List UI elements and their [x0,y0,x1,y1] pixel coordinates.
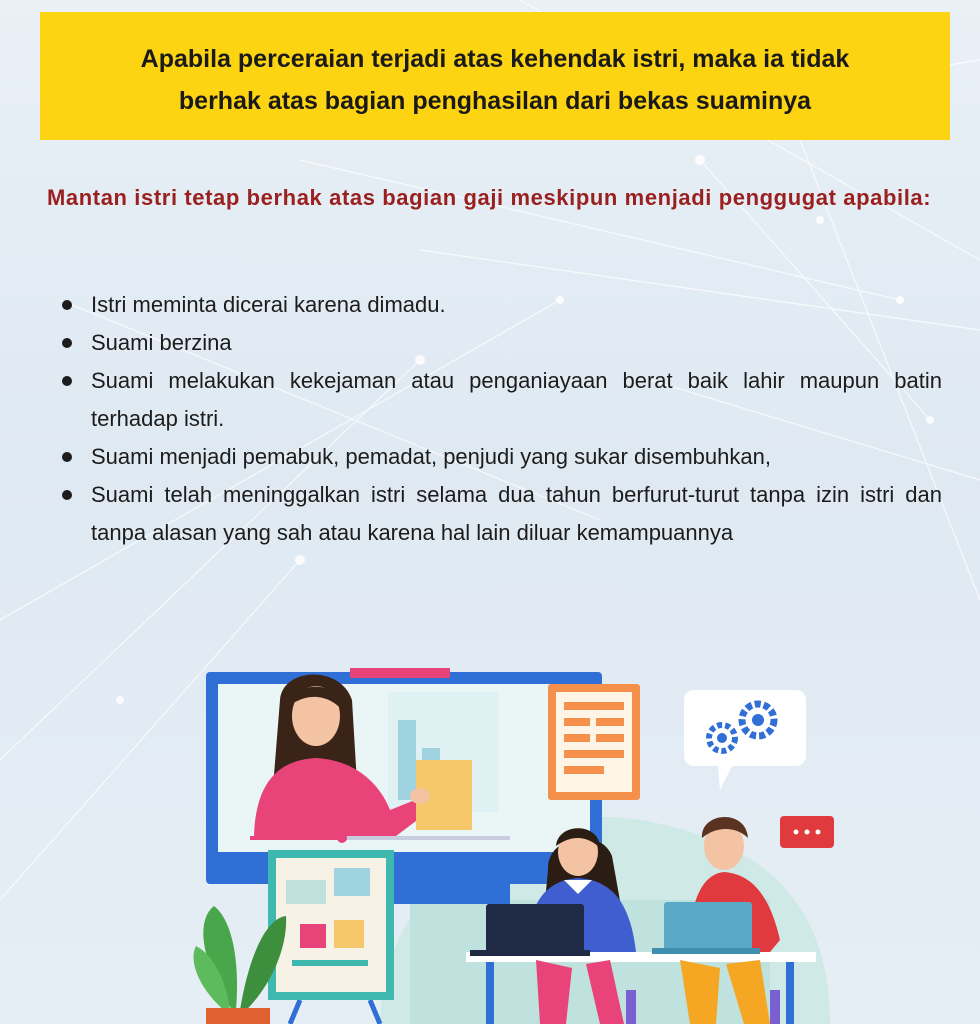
list-item: Suami telah meninggalkan istri selama dua tahun berfurut-turut tanpa izin istri dan tanpa alasan yang sah atau karena hal lain diluar kemampuannya [60,476,942,552]
list-item: Suami melakukan kekejaman atau penganiayaan berat baik lahir maupun batin terhadap istri. [60,362,942,438]
easel-board [268,850,394,1024]
condition-list [60,286,942,552]
document-icon [548,684,640,800]
plant-icon [194,906,287,1024]
laptop-icon [652,902,760,954]
bullet-icon [62,376,72,386]
title-banner [40,12,950,140]
list-item: Istri meminta dicerai karena dimadu. [60,286,942,324]
bullet-icon [62,338,72,348]
laptop-icon [470,904,590,956]
banner-line-1: Apabila perceraian terjadi atas kehendak istri, maka ia tidak [140,45,850,73]
speech-bubble-icon [684,690,806,790]
list-item: Suami berzina [60,324,942,362]
section-subtitle: Mantan istri tetap berhak atas bagian gaji meskipun menjadi penggugat apabila: [47,185,932,210]
bullet-icon [62,452,72,462]
online-meeting-illustration [0,660,980,1024]
chat-bubble-icon [780,816,834,848]
bullet-icon [62,490,72,500]
banner-line-2: berhak atas bagian penghasilan dari bekas suaminya [178,87,812,115]
bullet-icon [62,300,72,310]
list-item: Suami menjadi pemabuk, pemadat, penjudi yang sukar disembuhkan, [60,438,942,476]
